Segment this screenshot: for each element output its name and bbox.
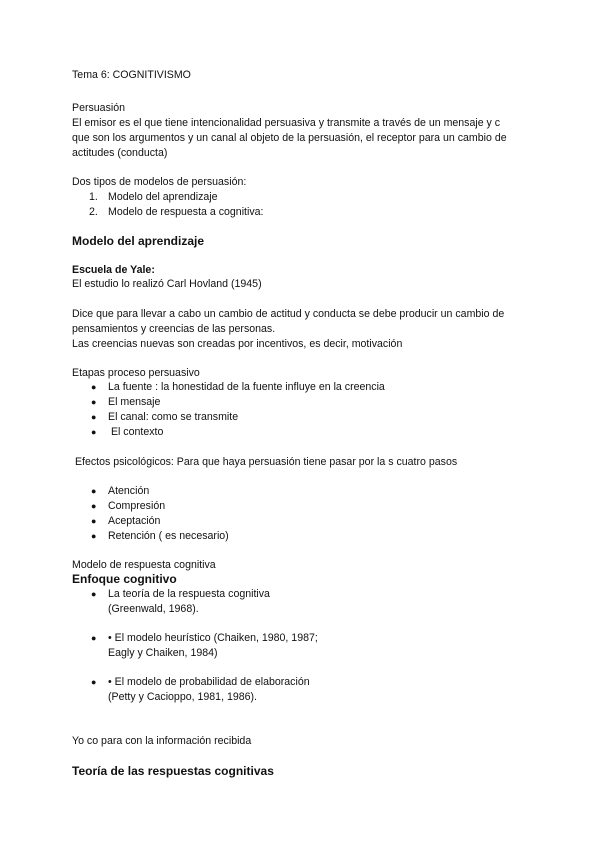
- document-title: Tema 6: COGNITIVISMO: [72, 69, 191, 81]
- list-item: Compresión: [108, 500, 166, 512]
- model-types-intro: Dos tipos de modelos de persuasión:: [72, 176, 247, 188]
- bullet-icon: ●: [91, 501, 97, 511]
- bullet-icon: ●: [91, 516, 97, 526]
- persuasion-line: que son los argumentos y un canal al objeto de la persuasión, el receptor para un cambio de: [72, 132, 507, 144]
- effects-intro: Efectos psicológicos: Para que haya persuasión tiene pasar por la s cuatro pasos: [72, 456, 458, 468]
- cognitive-subheading: Enfoque cognitivo: [72, 572, 177, 586]
- cognitive-heading: Modelo de respuesta cognitiva: [72, 559, 216, 571]
- section-heading: Modelo del aprendizaje: [72, 234, 205, 248]
- persuasion-heading: Persuasión: [72, 102, 125, 114]
- bullet-icon: ●: [91, 397, 97, 407]
- yale-heading: Escuela de Yale:: [72, 264, 155, 276]
- bullet-icon: ●: [91, 486, 97, 496]
- persuasion-line: El emisor es el que tiene intencionalidad persuasiva y transmite a través de un mensaje y c: [72, 117, 501, 129]
- persuasion-line: actitudes (conducta): [72, 147, 168, 159]
- list-item-continuation: Eagly y Chaiken, 1984): [108, 647, 218, 659]
- list-item-continuation: (Petty y Cacioppo, 1981, 1986).: [108, 691, 257, 703]
- bullet-icon: ●: [91, 412, 97, 422]
- paragraph-line: Dice que para llevar a cabo un cambio de actitud y conducta se debe producir un cambio de: [72, 308, 505, 320]
- list-item: La fuente : la honestidad de la fuente influye en la creencia: [108, 381, 385, 393]
- bullet-icon: ●: [91, 531, 97, 541]
- list-item: • El modelo de probabilidad de elaboración: [108, 676, 310, 688]
- list-item: Aceptación: [108, 515, 161, 527]
- yale-text: El estudio lo realizó Carl Hovland (1945): [72, 278, 262, 290]
- list-item: Modelo de respuesta a cognitiva:: [108, 206, 264, 218]
- bullet-icon: ●: [91, 633, 97, 643]
- bullet-icon: ●: [91, 677, 97, 687]
- list-item: Modelo del aprendizaje: [108, 191, 218, 203]
- list-number: 2.: [89, 206, 98, 218]
- list-item: El canal: como se transmite: [108, 411, 239, 423]
- bullet-icon: ●: [91, 589, 97, 599]
- list-number: 1.: [89, 191, 98, 203]
- list-item: • El modelo heurístico (Chaiken, 1980, 1987;: [108, 632, 318, 644]
- section-heading: Teoría de las respuestas cognitivas: [72, 764, 274, 778]
- list-item: El contexto: [108, 426, 164, 438]
- list-item: La teoría de la respuesta cognitiva: [108, 588, 270, 600]
- bullet-icon: ●: [91, 427, 97, 437]
- list-item-continuation: (Greenwald, 1968).: [108, 603, 199, 615]
- paragraph-line: pensamientos y creencias de las personas.: [72, 323, 276, 335]
- bullet-icon: ●: [91, 382, 97, 392]
- stages-heading: Etapas proceso persuasivo: [72, 367, 200, 379]
- list-item: Atención: [108, 485, 150, 497]
- list-item: Retención ( es necesario): [108, 530, 229, 542]
- paragraph-line: Las creencias nuevas son creadas por incentivos, es decir, motivación: [72, 338, 403, 350]
- list-item: El mensaje: [108, 396, 161, 408]
- closing-text: Yo co para con la información recibida: [72, 735, 252, 747]
